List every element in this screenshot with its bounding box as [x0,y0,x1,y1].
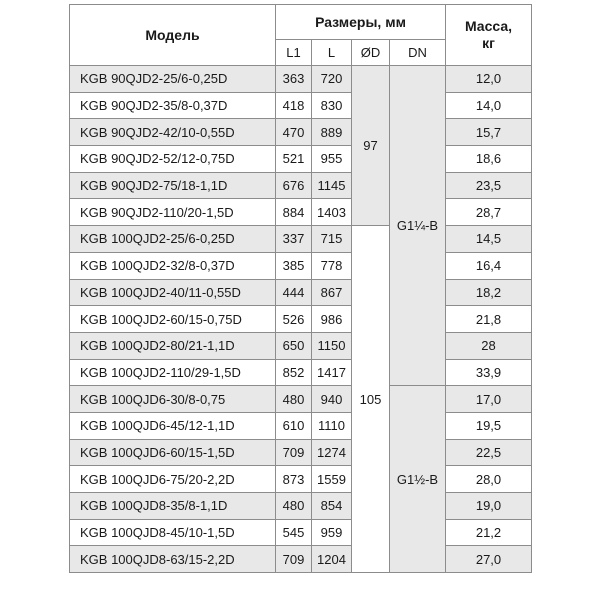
l1-cell: 480 [276,386,312,413]
diameter-cell: 97 [352,66,390,226]
l1-cell: 676 [276,172,312,199]
mass-cell: 15,7 [446,119,532,146]
mass-cell: 14,5 [446,226,532,253]
model-cell: KGB 100QJD2-25/6-0,25D [70,226,276,253]
model-cell: KGB 100QJD8-35/8-1,1D [70,493,276,520]
model-cell: KGB 90QJD2-35/8-0,37D [70,92,276,119]
l1-cell: 418 [276,92,312,119]
l1-header: L1 [276,40,312,66]
mass-cell: 28 [446,332,532,359]
l-cell: 1559 [312,466,352,493]
mass-cell: 18,2 [446,279,532,306]
model-cell: KGB 90QJD2-75/18-1,1D [70,172,276,199]
l-cell: 1150 [312,332,352,359]
l-cell: 778 [312,252,352,279]
l1-cell: 852 [276,359,312,386]
model-cell: KGB 100QJD2-32/8-0,37D [70,252,276,279]
mass-cell: 21,2 [446,519,532,546]
l-cell: 1110 [312,412,352,439]
mass-cell: 19,5 [446,412,532,439]
l-cell: 1204 [312,546,352,573]
spec-table-wrapper [69,4,532,573]
table-row [70,279,532,306]
mass-cell: 21,8 [446,306,532,333]
model-cell: KGB 90QJD2-110/20-1,5D [70,199,276,226]
mass-cell: 22,5 [446,439,532,466]
table-row [70,546,532,573]
table-row [70,252,532,279]
l1-cell: 709 [276,439,312,466]
mass-cell: 28,7 [446,199,532,226]
l1-cell: 444 [276,279,312,306]
mass-header-line1: Масса, [464,18,513,35]
dn-header: DN [390,40,446,66]
table-row [70,386,532,413]
l-cell: 940 [312,386,352,413]
model-cell: KGB 90QJD2-42/10-0,55D [70,119,276,146]
l-cell: 720 [312,66,352,93]
model-header: Модель [70,5,276,66]
table-row [70,439,532,466]
l-header: L [312,40,352,66]
mass-cell: 28,0 [446,466,532,493]
mass-cell: 33,9 [446,359,532,386]
mass-cell: 19,0 [446,493,532,520]
table-row [70,172,532,199]
model-cell: KGB 90QJD2-25/6-0,25D [70,66,276,93]
model-cell: KGB 100QJD2-60/15-0,75D [70,306,276,333]
l-cell: 1274 [312,439,352,466]
model-cell: KGB 100QJD8-45/10-1,5D [70,519,276,546]
mass-cell: 14,0 [446,92,532,119]
table-body [70,66,532,573]
table-row [70,146,532,173]
dn-cell: G1½-B [390,386,446,573]
pump-spec-table [69,4,532,573]
l1-cell: 521 [276,146,312,173]
table-row [70,493,532,520]
dimensions-header: Размеры, мм [276,5,446,40]
model-cell: KGB 100QJD6-45/12-1,1D [70,412,276,439]
table-row [70,412,532,439]
l-cell: 889 [312,119,352,146]
dn-cell: G1¼-B [390,66,446,386]
model-cell: KGB 100QJD6-60/15-1,5D [70,439,276,466]
table-row [70,92,532,119]
mass-cell: 17,0 [446,386,532,413]
l-cell: 1145 [312,172,352,199]
l1-cell: 363 [276,66,312,93]
diameter-cell: 105 [352,226,390,573]
mass-cell: 16,4 [446,252,532,279]
l-cell: 986 [312,306,352,333]
model-cell: KGB 90QJD2-52/12-0,75D [70,146,276,173]
mass-header [446,5,532,66]
l1-cell: 545 [276,519,312,546]
mass-cell: 12,0 [446,66,532,93]
mass-cell: 27,0 [446,546,532,573]
l1-cell: 480 [276,493,312,520]
table-row [70,519,532,546]
l-cell: 854 [312,493,352,520]
l1-cell: 709 [276,546,312,573]
l1-cell: 470 [276,119,312,146]
mass-cell: 23,5 [446,172,532,199]
l-cell: 959 [312,519,352,546]
l-cell: 867 [312,279,352,306]
table-row [70,226,532,253]
table-row [70,199,532,226]
l1-cell: 650 [276,332,312,359]
model-cell: KGB 100QJD2-40/11-0,55D [70,279,276,306]
mass-cell: 18,6 [446,146,532,173]
table-row [70,466,532,493]
mass-header-line2: кг [482,35,495,51]
l-cell: 715 [312,226,352,253]
l-cell: 1417 [312,359,352,386]
table-row [70,66,532,93]
l-cell: 1403 [312,199,352,226]
model-cell: KGB 100QJD2-110/29-1,5D [70,359,276,386]
model-cell: KGB 100QJD2-80/21-1,1D [70,332,276,359]
model-cell: KGB 100QJD6-30/8-0,75 [70,386,276,413]
l1-cell: 873 [276,466,312,493]
l1-cell: 385 [276,252,312,279]
diameter-header: ØD [352,40,390,66]
l1-cell: 337 [276,226,312,253]
table-row [70,306,532,333]
model-cell: KGB 100QJD6-75/20-2,2D [70,466,276,493]
table-row [70,119,532,146]
l1-cell: 610 [276,412,312,439]
model-cell: KGB 100QJD8-63/15-2,2D [70,546,276,573]
l1-cell: 526 [276,306,312,333]
l1-cell: 884 [276,199,312,226]
l-cell: 955 [312,146,352,173]
table-row [70,359,532,386]
l-cell: 830 [312,92,352,119]
table-row [70,332,532,359]
